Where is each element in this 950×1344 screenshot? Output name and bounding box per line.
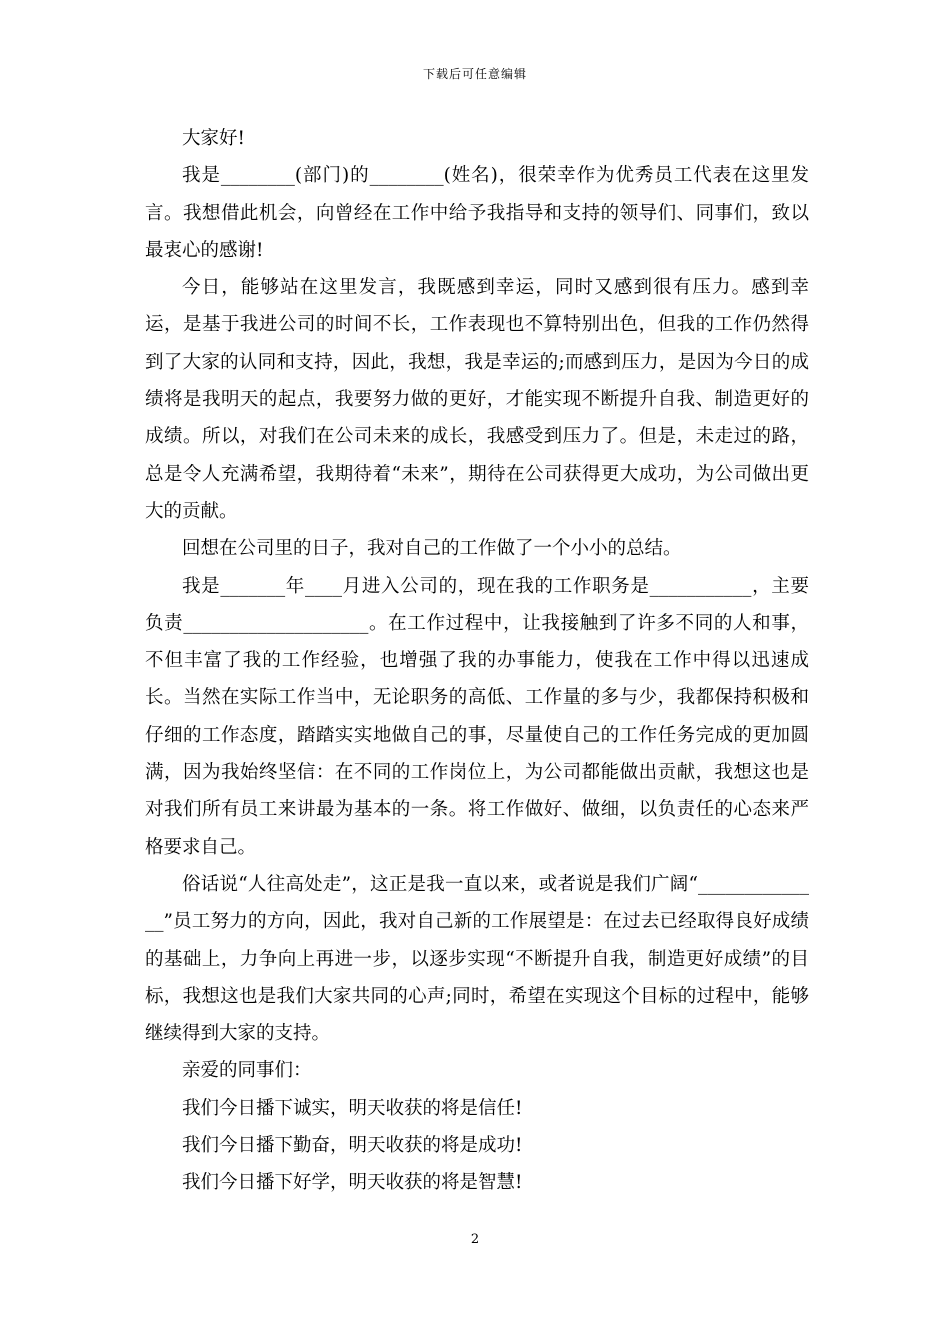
work-summary-paragraph: 我是_______年____月进入公司的，现在我的工作职务是___________，主要负责____________________。在工作过程中，让我接触到了许多不同的人和事，不但丰富了我的工作经验，也增强了我的办事能力，使我在工作中得以迅速成长。当然在实际工作当中，无论职务的高低、工作量的多与少，我都保持积极和仔细的工作态度，踏踏实实地做自己的事，尽量使自己的工作任务完成的更加圆满，因为我始终坚信：在不同的工作岗位上，为公司都能做出贡献，我想这也是对我们所有员工来讲最为基本的一条。将工作做好、做细，以负责任的心态来严格要求自己。 [145,575,809,858]
greeting-paragraph: 大家好! [182,128,245,149]
summary-intro-paragraph: 回想在公司里的日子，我对自己的工作做了一个小小的总结。 [182,538,682,560]
address-paragraph: 亲爱的同事们： [182,1060,312,1082]
closing-line-diligence: 我们今日播下勤奋，明天收获的将是成功! [182,1135,523,1157]
closing-line-honesty: 我们今日播下诚实，明天收获的将是信任! [182,1097,523,1119]
feelings-paragraph: 今日，能够站在这里发言，我既感到幸运，同时又感到很有压力。感到幸运，是基于我进公司的时间不长，工作表现也不算特别出色，但我的工作仍然得到了大家的认同和支持，因此，我想，我是幸运的;而感到压力，是因为今日的成绩将是我明天的起点，我要努力做的更好，才能实现不断提升自我、制造更好的成绩。所以，对我们在公司未来的成长，我感受到压力了。但是，未走过的路，总是令人充满希望，我期待着“未来”，期待在公司获得更大成功，为公司做出更大的贡献。 [145,277,809,522]
outlook-paragraph: 俗话说“人往高处走”，这正是我一直以来，或者说是我们广阔“______________”员工努力的方向，因此，我对自己新的工作展望是：在过去已经取得良好成绩的基础上，力争向上再进一步，以逐步实现“不断提升自我，制造更好成绩”的目标，我想这也是我们大家共同的心声;同时，希望在实现这个目标的过程中，能够继续得到大家的支持。 [145,873,809,1045]
page-number: 2 [470,1232,480,1247]
introduction-paragraph: 我是________(部门)的________(姓名)，很荣幸作为优秀员工代表在这里发言。我想借此机会，向曾经在工作中给予我指导和支持的领导们、同事们，致以最衷心的感谢! [145,165,809,261]
document-body [145,120,809,1202]
closing-line-learning: 我们今日播下好学，明天收获的将是智慧! [182,1172,523,1194]
page-header: 下载后可任意编辑 [422,67,527,81]
